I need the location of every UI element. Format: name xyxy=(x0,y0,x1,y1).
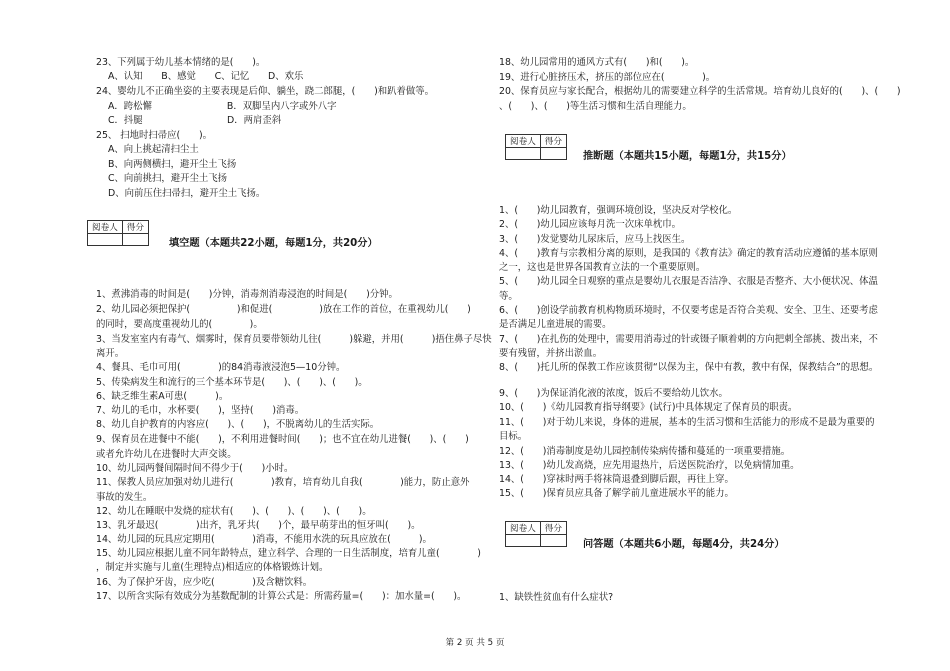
question-line: 14、幼儿园的玩具应定期用( )消毒，不能用水洗的玩具应放在( )。 xyxy=(96,534,432,545)
grader-cell xyxy=(506,148,541,160)
question-line: 目标。 xyxy=(499,431,528,442)
question-line: D、向前压住扫帚扫，避开尘土飞扬。 xyxy=(108,188,266,199)
question-line: 13、( )幼儿发高烧，应先用退热片，后送医院治疗，以免病情加重。 xyxy=(499,460,800,471)
question-line: 5、传染病发生和流行的三个基本环节是( )、( )、( )。 xyxy=(96,377,368,388)
question-line: 13、乳牙最迟( )出齐，乳牙共( )个，最早萌芽出的恒牙叫( )。 xyxy=(96,520,421,531)
score-label: 得分 xyxy=(540,522,566,535)
question-line: C、向前挑扫，避开尘土飞扬 xyxy=(108,173,228,184)
question-line: 4、( )教育与宗教相分离的原则，是我国的《教育法》确定的教育活动应遵循的基本原则 xyxy=(499,248,878,259)
question-line: 23、下列属于幼儿基本情绪的是( )。 xyxy=(96,57,266,68)
question-line: 6、缺乏维生素A可患( )。 xyxy=(96,391,229,402)
question-line: 3、( )发觉婴幼儿尿床后，应马上找医生。 xyxy=(499,234,691,245)
question-line: 12、幼儿在睡眠中发烧的症状有( )、( )、( )、( )。 xyxy=(96,506,372,517)
question-line: 11、( )对于幼儿来说，身体的进展，基本的生活习惯和生活能力的形成不是最为重要的 xyxy=(499,417,875,428)
question-line: 1、煮沸消毒的时间是( )分钟，消毒剂消毒浸泡的时间是( )分钟。 xyxy=(96,289,398,300)
score-cell xyxy=(540,535,566,547)
question-line: 是否满足儿童进展的需要。 xyxy=(499,319,612,330)
question-line: 1、缺铁性贫血有什么症状? xyxy=(499,592,614,603)
question-line: 要有残留，并挤出淤血。 xyxy=(499,348,603,359)
question-line: 3、当发室室内有毒气、烟雾时，保育员要带领幼儿往( )躲避，并用( )捂住鼻子尽快 xyxy=(96,334,492,345)
question-line: 之一，这也是世界各国教育立法的一个重要原则。 xyxy=(499,262,706,273)
question-line: 7、幼儿的毛巾，水杯要( )，坚持( )消毒。 xyxy=(96,405,305,416)
question-line: 11、保教人员应加强对幼儿进行( )教育，培育幼儿自我( )能力，防止意外 xyxy=(96,477,470,488)
question-line: 10、( )《幼儿园教育指导纲要》(试行)中具体规定了保育员的职责。 xyxy=(499,402,798,413)
question-line: 等。 xyxy=(499,291,518,302)
question-line: 1、( )幼儿园教育，强调环境创设，坚决反对学校化。 xyxy=(499,205,738,216)
grader-cell xyxy=(506,535,541,547)
question-line: 的同时，要高度重视幼儿的( )。 xyxy=(96,319,263,330)
question-line: 12、( )消毒制度是幼儿园控制传染病传播和蔓延的一项重要措施。 xyxy=(499,446,791,457)
question-line: A、向上挑起清扫尘土 xyxy=(108,144,199,155)
score-table xyxy=(505,521,567,547)
score-label: 得分 xyxy=(540,135,566,148)
page-number: 第 2 页 共 5 页 xyxy=(445,638,505,648)
question-line: 20、保育员应与家长配合，根据幼儿的需要建立科学的生活常规。培育幼儿良好的( )、( ) xyxy=(499,86,901,97)
score-cell xyxy=(540,148,566,160)
question-line: 16、为了保护牙齿，应少吃( )及含糖饮料。 xyxy=(96,577,313,588)
question-line: 7、( )在扎伤的处理中，需要用消毒过的针或镊子顺着刺的方向把刺全部挑、拨出来，不 xyxy=(499,334,878,345)
grader-label: 阅卷人 xyxy=(88,221,123,234)
question-line: 15、幼儿园应根据儿童不同年龄特点，建立科学、合理的一日生活制度，培育儿童( ) xyxy=(96,548,481,559)
section-title-qa: 问答题（本题共6小题，每题4分，共24分） xyxy=(583,539,785,550)
question-line: 、( )、( )等生活习惯和生活自理能力。 xyxy=(499,101,692,112)
score-table xyxy=(505,134,567,160)
question-line: A．跨松懈 B．双脚呈内八字或外八字 xyxy=(108,101,337,112)
question-line: 19、进行心脏挤压术，挤压的部位应在( )。 xyxy=(499,72,716,83)
score-label: 得分 xyxy=(122,221,148,234)
question-line: 9、( )为保证消化液的浓度，饭后不要给幼儿饮水。 xyxy=(499,388,728,399)
question-line: 8、( )托儿所的保教工作应该贯彻“以保为主，保中有教，教中有保，保教结合”的思想。 xyxy=(499,362,879,373)
question-line: B、向两侧横扫，避开尘土飞扬 xyxy=(108,159,237,170)
question-line: 10、幼儿园两餐间隔时间不得少于( )小时。 xyxy=(96,463,294,474)
section-title-fill-blank: 填空题（本题共22小题，每题1分，共20分） xyxy=(169,238,378,249)
question-line: 18、幼儿园常用的通风方式有( )和( )。 xyxy=(499,57,695,68)
score-cell xyxy=(122,234,148,246)
question-line: 17、以所含实际有效成分为基数配制的计算公式是：所需药量=( )：加水量=( )。 xyxy=(96,591,467,602)
score-table xyxy=(87,220,149,246)
question-line: 4、餐具、毛巾可用( )的84消毒液浸泡5—10分钟。 xyxy=(96,362,346,373)
question-line: 事故的发生。 xyxy=(96,492,153,503)
question-line: 15、( )保育员应具备了解学前儿童进展水平的能力。 xyxy=(499,488,734,499)
question-line: 14、( )穿袜时两手将袜筒退叠到脚后跟，再往上穿。 xyxy=(499,474,734,485)
question-line: 8、幼儿自护教育的内容应( )、( )，不脱离幼儿的生活实际。 xyxy=(96,419,380,430)
question-line: 或者允许幼儿在进餐时大声交谈。 xyxy=(96,449,237,460)
grader-label: 阅卷人 xyxy=(506,522,541,535)
question-line: 6、( )创设学前教育机构物质环境时，不仅要考虑是否符合美观、安全、卫生、还要考虑 xyxy=(499,305,878,316)
question-line: ，制定并实施与儿童(生理特点)相适应的体格锻炼计划。 xyxy=(96,562,329,573)
question-line: 25、 扫地时扫帚应( )。 xyxy=(96,130,212,141)
question-line: 2、( )幼儿园应该每月洗一次床单枕巾。 xyxy=(499,219,682,230)
question-line: A、认知 B、感觉 C、记忆 D、欢乐 xyxy=(108,71,304,82)
question-line: 离开。 xyxy=(96,348,125,359)
question-line: 24、婴幼儿不正确坐姿的主要表现是后仰、躺坐，跷二郎腿，( )和趴着做等。 xyxy=(96,86,434,97)
grader-cell xyxy=(88,234,123,246)
question-line: 5、( )幼儿园全日观察的重点是婴幼儿衣服是否洁净、衣服是否整齐、大小便状况、体温 xyxy=(499,276,878,287)
section-title-judgement: 推断题（本题共15小题，每题1分，共15分） xyxy=(583,151,792,162)
question-line: 2、幼儿园必须把保护( )和促进( )放在工作的首位，在重视幼儿( ) xyxy=(96,304,471,315)
grader-label: 阅卷人 xyxy=(506,135,541,148)
question-line: C．抖腿 D．两肩歪斜 xyxy=(108,115,282,126)
question-line: 9、保育员在进餐中不能( )，不利用进餐时间( )；也不宜在幼儿进餐( )、( ) xyxy=(96,434,469,445)
